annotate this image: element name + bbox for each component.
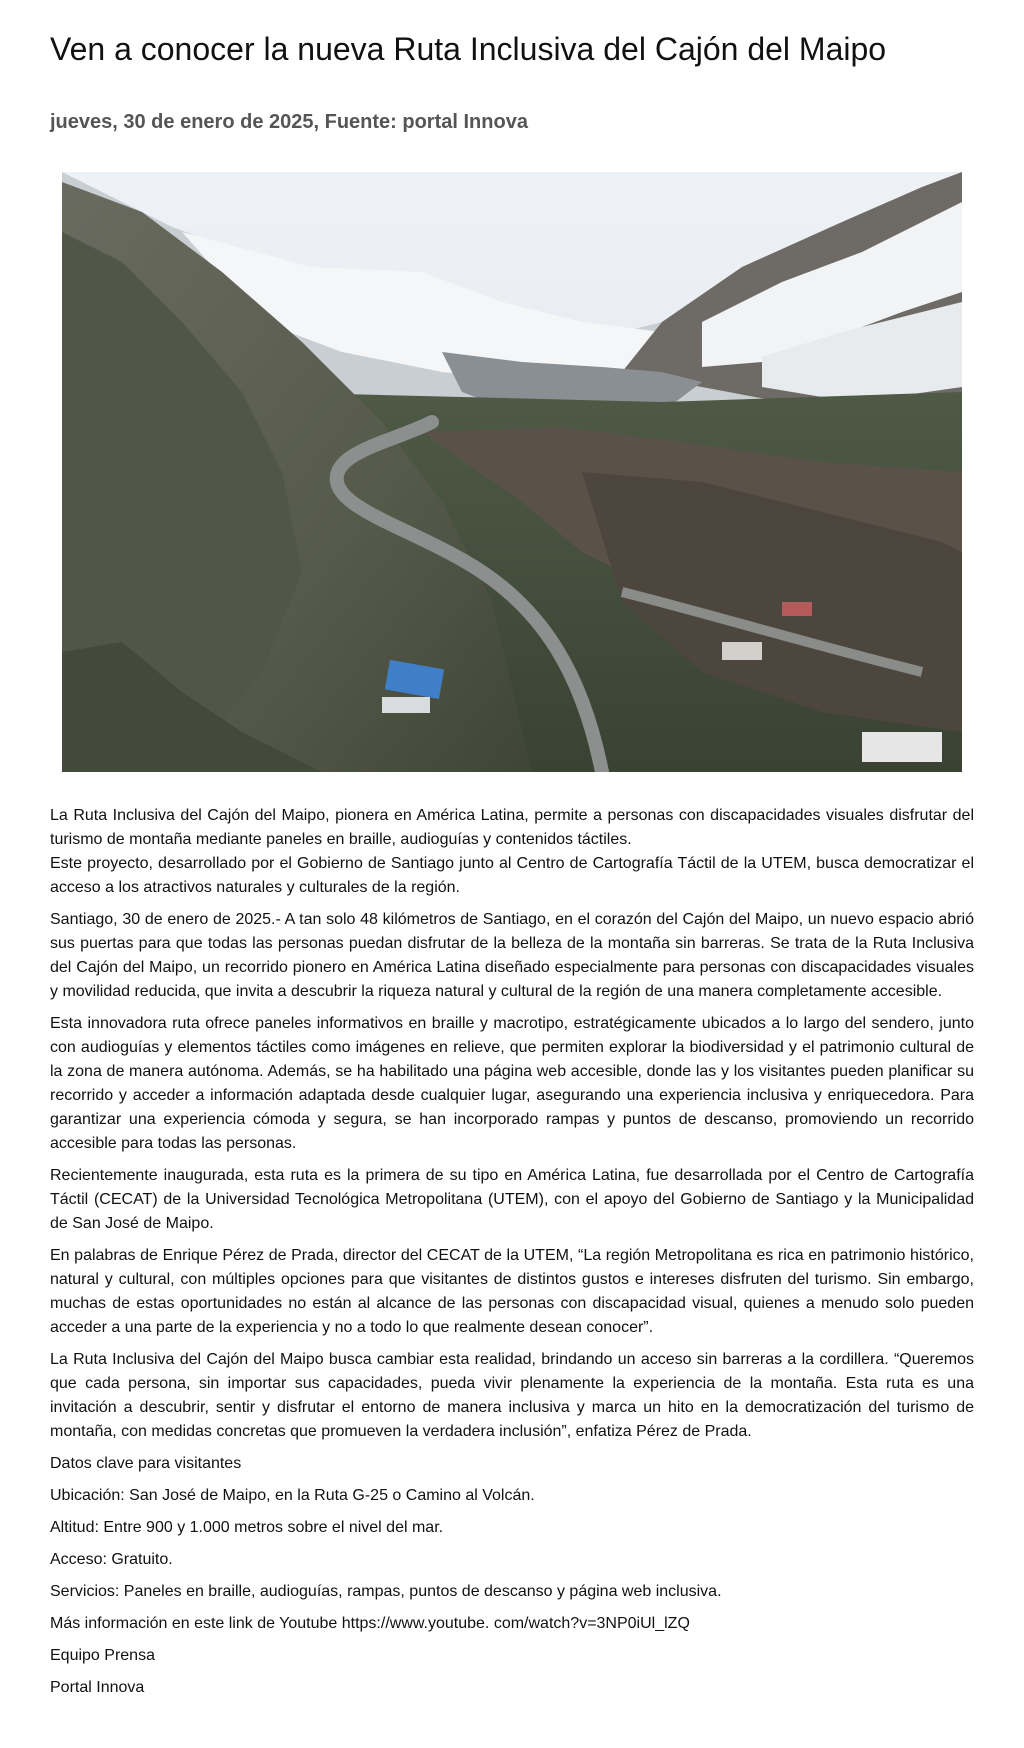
article-photo — [62, 172, 962, 772]
key-data-item: Acceso: Gratuito. — [50, 1551, 173, 1568]
body-paragraph: Esta innovadora ruta ofrece paneles informativos en braille y macrotipo, estratégicamente ubicados a lo largo del sendero, junto con audioguías y elementos táctiles como imágenes en relieve, que permiten explorar la biodiversidad y el patrimonio cultural de la zona de manera autónoma. Además, se ha habilitado una página web accesible, donde las y los visitantes pueden planificar su recorrido y acceder a información adaptada desde cualquier lugar, asegurando una experiencia inclusiva y enriquecedora. Para garantizar una experiencia cómoda y segura, se han incorporado rampas y puntos de descanso, promoviendo un recorrido accesible para todas las personas. — [50, 1015, 974, 1152]
body-paragraph: Recientemente inaugurada, esta ruta es la primera de su tipo en América Latina, fue desarrollada por el Centro de Cartografía Táctil (CECAT) de la Universidad Tecnológica Metropolitana (UTEM), con el apoyo del Gobierno de Santiago y la Municipalidad de San José de Maipo. — [50, 1167, 974, 1232]
body-paragraph: En palabras de Enrique Pérez de Prada, director del CECAT de la UTEM, “La región Metropolitana es rica en patrimonio histórico, natural y cultural, con múltiples opciones para que visitantes de distintos gustos e intereses disfruten del turismo. Sin embargo, muchas de estas oportunidades no están al alcance de las personas con discapacidad visual, quienes a menudo solo pueden acceder a una parte de la experiencia y no a todo lo que realmente desean conocer”. — [50, 1247, 974, 1336]
article-body — [50, 804, 974, 1700]
signature-team: Equipo Prensa — [50, 1647, 155, 1664]
key-data-item: Altitud: Entre 900 y 1.000 metros sobre el nivel del mar. — [50, 1519, 444, 1536]
youtube-info-link[interactable]: Más información en este link de Youtube https://www.youtube. com/watch?v=3NP0iUl_lZQ — [50, 1615, 690, 1632]
intro-paragraph-1: La Ruta Inclusiva del Cajón del Maipo, pionera en América Latina, permite a personas con discapacidades visuales disfrutar del turismo de montaña mediante paneles en braille, audioguías y contenidos táctiles. — [50, 807, 974, 848]
article-date-source: jueves, 30 de enero de 2025, Fuente: portal Innova — [50, 111, 528, 133]
body-paragraph: La Ruta Inclusiva del Cajón del Maipo busca cambiar esta realidad, brindando un acceso sin barreras a la cordillera. “Queremos que cada persona, sin importar sus capacidades, pueda vivir plenamente la experiencia de la montaña. Esta ruta es una invitación a descubrir, sentir y disfrutar el entorno de manera inclusiva y marca un hito en la democratización del turismo de montaña, con medidas concretas que promueven la verdadera inclusión”, enfatiza Pérez de Prada. — [50, 1351, 974, 1440]
key-data-item: Servicios: Paneles en braille, audioguías, rampas, puntos de descanso y página web inclusiva. — [50, 1583, 722, 1600]
body-paragraph: Santiago, 30 de enero de 2025.- A tan solo 48 kilómetros de Santiago, en el corazón del Cajón del Maipo, un nuevo espacio abrió sus puertas para que todas las personas puedan disfrutar de la belleza de la montaña sin barreras. Se trata de la Ruta Inclusiva del Cajón del Maipo, un recorrido pionero en América Latina diseñado especialmente para personas con discapacidades visuales y movilidad reducida, que invita a descubrir la riqueza natural y cultural de la región de una manera completamente accesible. — [50, 911, 974, 1000]
key-data-list — [50, 1452, 974, 1700]
key-data-item: Ubicación: San José de Maipo, en la Ruta G-25 o Camino al Volcán. — [50, 1487, 535, 1504]
signature-source: Portal Innova — [50, 1679, 145, 1696]
intro-paragraph-2: Este proyecto, desarrollado por el Gobierno de Santiago junto al Centro de Cartografía Táctil de la UTEM, busca democratizar el acceso a los atractivos naturales y culturales de la región. — [50, 855, 974, 896]
key-data-heading: Datos clave para visitantes — [50, 1455, 242, 1472]
article-title: Ven a conocer la nueva Ruta Inclusiva del Cajón del Maipo — [50, 31, 887, 67]
